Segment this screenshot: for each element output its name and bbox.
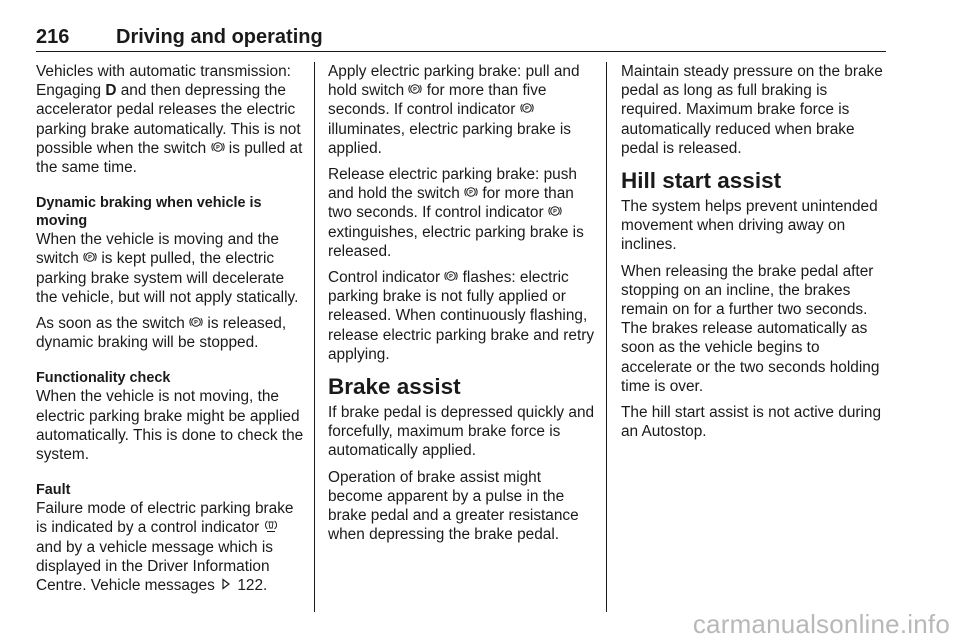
paragraph-dynamic-braking: When the vehicle is moving and the switch P is kept pulled, the electric parking brake system will decelerate the vehicle, but will not apply statically. xyxy=(36,231,299,306)
section-title: Driving and operating xyxy=(116,26,323,48)
svg-text:P: P xyxy=(469,190,473,197)
paragraph-brake-assist-1: If brake pedal is depressed quickly and forcefully, maximum brake force is automatically applied. xyxy=(328,404,595,460)
heading-fault: Fault xyxy=(36,482,71,499)
parking-brake-fault-icon xyxy=(264,519,278,533)
heading-functionality-check: Functionality check xyxy=(36,370,171,387)
heading-hill-start-assist: Hill start assist xyxy=(621,168,782,194)
parking-brake-icon xyxy=(408,82,422,96)
paragraph-functionality-check: When the vehicle is not moving, the electric parking brake might be applied automatically. This is done to check the system. xyxy=(36,388,304,464)
heading-dynamic-braking: Dynamic braking when vehicle is moving xyxy=(36,195,262,230)
page-header xyxy=(36,24,886,50)
paragraph-apply-brake: Apply electric parking brake: pull and hold switch P for more than five seconds. If control indicator P illuminates, electric parking brake is applied. xyxy=(328,63,580,157)
cross-reference-arrow-icon xyxy=(219,577,233,591)
paragraph-indicator-flashes: Control indicator P flashes: electric parking brake is not fully applied or released. When continuously flashing, release electric parking brake and retry applying. xyxy=(328,269,595,363)
column-2 xyxy=(328,62,596,551)
column-divider xyxy=(606,62,607,612)
svg-text:P: P xyxy=(449,274,454,281)
header-rule xyxy=(36,51,886,52)
paragraph-fault: Failure mode of electric parking brake is indicated by a control indicator and by a vehicle message which is displayed in the Driver Information Centre. Vehicle messages 122. xyxy=(36,500,294,595)
parking-brake-icon xyxy=(211,140,225,154)
svg-text:P: P xyxy=(552,209,557,216)
parking-brake-icon xyxy=(464,185,478,199)
paragraph-release-brake: Release electric parking brake: push and hold the switch P for more than two seconds. If control indicator P extinguishes, electric parking brake is released. xyxy=(328,166,584,260)
heading-brake-assist: Brake assist xyxy=(328,374,461,400)
svg-text:P: P xyxy=(194,320,198,327)
svg-text:P: P xyxy=(215,145,220,152)
parking-brake-icon xyxy=(548,204,562,218)
paragraph-automatic-transmission: Vehicles with automatic transmission: Engaging D and then depressing the accelerator pedal releases the electric parking brake automatically. This is not possible when the switch P is pulled at the same time. xyxy=(36,63,303,177)
paragraph-hill-start-3: The hill start assist is not active during an Autostop. xyxy=(621,404,882,441)
page-number: 216 xyxy=(36,26,70,48)
column-3 xyxy=(621,62,889,448)
parking-brake-icon xyxy=(444,269,458,283)
gear-d-label: D xyxy=(105,82,117,100)
svg-text:P: P xyxy=(524,106,529,113)
svg-text:P: P xyxy=(413,87,418,94)
paragraph-dynamic-braking-stop: As soon as the switch P is released, dynamic braking will be stopped. xyxy=(36,315,287,352)
paragraph-maintain-pressure: Maintain steady pressure on the brake pedal as long as full braking is required. Maximum brake force is automatically reduced when brake pedal is released. xyxy=(621,63,883,157)
column-divider xyxy=(314,62,315,612)
parking-brake-icon xyxy=(189,315,203,329)
paragraph-brake-assist-2: Operation of brake assist might become apparent by a pulse in the brake pedal and a greater resistance when depressing the brake pedal. xyxy=(328,468,579,544)
paragraph-hill-start-2: When releasing the brake pedal after stopping on an incline, the brakes remain on for a further two seconds. The brakes release automatically as soon as the vehicle begins to accelerate or the two seconds holding time is over. xyxy=(621,262,880,395)
column-1 xyxy=(36,62,304,602)
parking-brake-icon xyxy=(83,250,97,264)
watermark: carmanualsonline.info xyxy=(692,609,950,639)
parking-brake-icon xyxy=(520,101,534,115)
paragraph-hill-start-1: The system helps prevent unintended movement when driving away on inclines. xyxy=(621,198,878,254)
svg-text:P: P xyxy=(88,255,92,262)
